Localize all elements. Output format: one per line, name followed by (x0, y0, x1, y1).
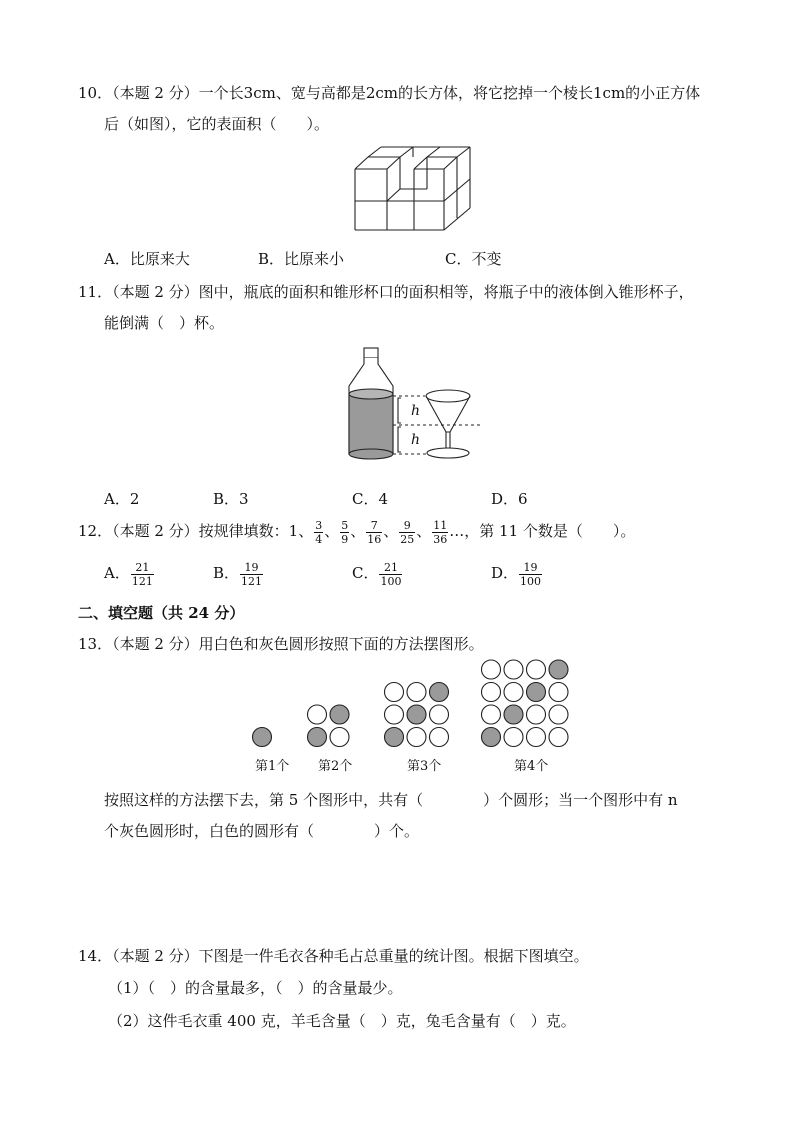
gray-circle (330, 705, 349, 724)
white-circle (407, 728, 426, 747)
gray-circle (527, 683, 546, 702)
gray-circle (253, 728, 272, 747)
gray-circle (482, 728, 501, 747)
q10-option-a[interactable]: A．比原来大 (104, 250, 190, 268)
q11-option-a[interactable]: A．2 (104, 490, 140, 508)
white-circle (385, 683, 404, 702)
q11-bottle-cup-figure (345, 346, 485, 464)
q10-line2: 后（如图），它的表面积（ ）。 (104, 115, 330, 133)
q12-option-d[interactable]: D． $\frac{19}{100}$ (491, 560, 542, 588)
q11-line1: 11．（本题 2 分）图中，瓶底的面积和锥形杯口的面积相等，将瓶子中的液体倒入锥形杯子， (78, 283, 694, 301)
white-circle (308, 705, 327, 724)
bottle-liquid (349, 391, 393, 457)
white-circle (504, 728, 523, 747)
q10-option-b[interactable]: B．比原来小 (258, 250, 345, 268)
white-circle (527, 728, 546, 747)
q12-frac-3: $\frac{7}{16}$ (367, 518, 382, 546)
q13-line1: 13．（本题 2 分）用白色和灰色圆形按照下面的方法摆图形。 (78, 635, 484, 653)
q13-label-2: 第2个 (318, 759, 353, 774)
white-circle (482, 705, 501, 724)
q10-option-c[interactable]: C．不变 (445, 250, 502, 268)
q12-option-c[interactable]: C． $\frac{21}{100}$ (352, 560, 402, 588)
white-circle (504, 660, 523, 679)
q13-label-4: 第4个 (514, 759, 549, 774)
q13-line3: 个灰色圆形时，白色的圆形有（ ）个。 (104, 822, 420, 840)
white-circle (407, 683, 426, 702)
gray-circle (504, 705, 523, 724)
q12-frac-2: $\frac{5}{9}$ (341, 518, 349, 546)
q14-sub1: （1）（ ）的含量最多，（ ）的含量最少。 (108, 979, 403, 997)
white-circle (482, 660, 501, 679)
white-circle (504, 683, 523, 702)
white-circle (482, 683, 501, 702)
white-circle (385, 705, 404, 724)
gray-circle (549, 660, 568, 679)
q12-option-b[interactable]: B． $\frac{19}{121}$ (213, 560, 263, 588)
q12-frac-4: $\frac{9}{25}$ (400, 518, 415, 546)
q14-line1: 14．（本题 2 分）下图是一件毛衣各种毛占总重量的统计图。根据下图填空。 (78, 947, 589, 965)
q10-line1: 10．（本题 2 分）一个长3cm、宽与高都是2cm的长方体，将它挖掉一个棱长1cm的小正方体 (78, 84, 701, 102)
q11-line2: 能倒满（ ）杯。 (104, 314, 225, 332)
q14-sub2: （2）这件毛衣重 400 克，羊毛含量（ ）克，兔毛含量有（ ）克。 (108, 1012, 576, 1030)
h-label-upper: h (411, 403, 421, 419)
white-circle (527, 705, 546, 724)
q12-suffix: …，第 11 个数是（ ）。 (449, 522, 636, 540)
white-circle (430, 705, 449, 724)
q13-label-3: 第3个 (407, 759, 442, 774)
q10-cuboid-figure (350, 145, 475, 235)
gray-circle (385, 728, 404, 747)
gray-circle (407, 705, 426, 724)
q12-line: 12．（本题 2 分）按规律填数：1、 $\frac{3}{4}$ 、 $\frac{5}{9}$ 、 $\frac{7}{16}$ 、 $\frac{9}{25}$ 、 $\frac{11}{36}$ …，第 11 个数是（ ）。 (78, 518, 636, 546)
white-circle (330, 728, 349, 747)
white-circle (549, 728, 568, 747)
gray-circle (308, 728, 327, 747)
q12-option-a[interactable]: A． $\frac{21}{121}$ (104, 560, 153, 588)
white-circle (549, 683, 568, 702)
h-label-lower: h (411, 432, 421, 448)
q12-frac-5: $\frac{11}{36}$ (433, 518, 448, 546)
white-circle (430, 728, 449, 747)
q12-frac-1: $\frac{3}{4}$ (315, 518, 323, 546)
section2-title: 二、填空题（共 24 分） (78, 604, 245, 622)
q10-front-outline (355, 169, 414, 201)
gray-circle (430, 683, 449, 702)
q11-option-c[interactable]: C．4 (352, 490, 389, 508)
q12-prefix: 12．（本题 2 分）按规律填数：1、 (78, 522, 314, 540)
white-circle (527, 660, 546, 679)
q11-option-d[interactable]: D．6 (491, 490, 528, 508)
white-circle (549, 705, 568, 724)
q13-line2: 按照这样的方法摆下去，第 5 个图形中，共有（ ）个圆形；当一个图形中有 n (104, 791, 678, 809)
q13-label-1: 第1个 (255, 759, 290, 774)
q11-option-b[interactable]: B．3 (213, 490, 249, 508)
